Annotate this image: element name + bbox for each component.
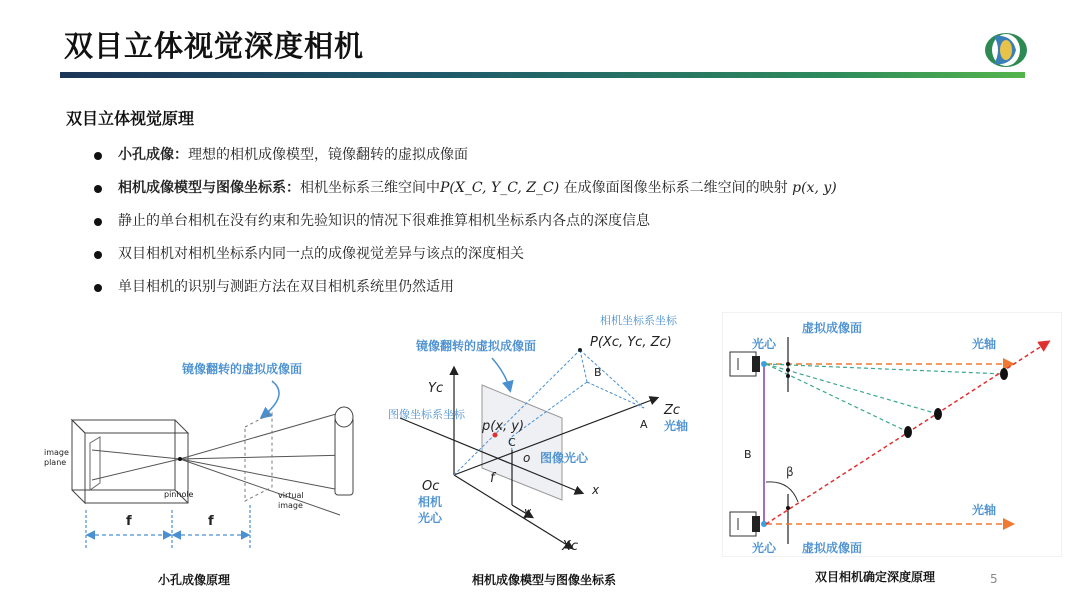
- bullet-dot-icon: [94, 251, 102, 259]
- virtual-image-label: virtual: [278, 491, 304, 500]
- bullet-bold: 小孔成像：: [118, 147, 188, 163]
- camera-model-figure: [382, 310, 712, 565]
- bullet-text: 理想的相机成像模型，镜像翻转的虚拟成像面: [188, 147, 468, 163]
- top-plane-label: 虚拟成像面: [802, 321, 863, 335]
- section-subtitle: 双目立体视觉原理: [66, 109, 195, 128]
- bottom-camera: [730, 512, 760, 536]
- bullet-item: [94, 210, 837, 243]
- point-C-label: C: [508, 436, 516, 449]
- bullet-text: 双目相机对相机坐标系内同一点的成像视觉差异与该点的深度相关: [118, 246, 524, 262]
- bullet-bold: 相机成像模型与图像坐标系：: [118, 180, 300, 196]
- pinhole-figure: [40, 355, 380, 555]
- bullet-dot-icon: [94, 152, 102, 160]
- virtual-plane-label: 镜像翻转的虚拟成像面: [416, 339, 537, 353]
- image-plane-label: image: [44, 448, 69, 457]
- axis-y-label: y: [524, 505, 532, 519]
- camera-center-label: 光心: [418, 511, 443, 525]
- camera-coord-label: 相机坐标系坐标: [600, 314, 677, 327]
- bullet-item: [94, 276, 837, 309]
- top-camera: [730, 352, 760, 376]
- bottom-plane-label: 虚拟成像面: [802, 541, 863, 555]
- figure2-caption: 相机成像模型与图像坐标系: [472, 573, 617, 587]
- bullet-dot-icon: [94, 185, 102, 193]
- title-rule: [60, 72, 1025, 78]
- optical-axis-label: 光轴: [664, 419, 689, 433]
- f-left-label: f: [126, 514, 132, 529]
- page-number: 5: [990, 572, 998, 586]
- virtual-image-label: image: [278, 501, 303, 510]
- point-A-label: A: [640, 418, 648, 431]
- axis-x-label: x: [592, 483, 600, 497]
- pinhole-label: pinhole: [164, 490, 194, 499]
- bullet-text: 相机坐标系三维空间中: [300, 180, 440, 196]
- angle-beta-label: β: [786, 465, 794, 479]
- bottom-center-label: 光心: [752, 541, 777, 555]
- bullet-math: p(x, y): [792, 180, 837, 196]
- point-B-label: B: [594, 366, 602, 379]
- image-center-label: 图像光心: [540, 451, 589, 465]
- bullet-item: [94, 177, 837, 210]
- top-center-label: 光心: [752, 337, 777, 351]
- bullet-list: [94, 144, 837, 309]
- camera-center-label: 相机: [418, 495, 443, 509]
- bullet-text: 在成像面图像坐标系二维空间的映射: [559, 180, 793, 196]
- bullet-item: [94, 243, 837, 276]
- baseline-B-label: B: [744, 448, 752, 461]
- bullet-dot-icon: [94, 218, 102, 226]
- focal-f-label: f: [490, 471, 495, 486]
- origin-Oc-label: Oc: [422, 479, 440, 494]
- stereo-figure: [722, 312, 1062, 557]
- bullet-text: 单目相机的识别与测距方法在双目相机系统里仍然适用: [118, 279, 454, 295]
- virtual-plane-annotation: 镜像翻转的虚拟成像面: [182, 362, 303, 376]
- top-axis-label: 光轴: [972, 337, 997, 351]
- point-P-label: P(Xc, Yc, Zc): [590, 335, 672, 350]
- page-title: 双目立体视觉深度相机: [64, 29, 365, 63]
- bullet-dot-icon: [94, 284, 102, 292]
- bullet-item: [94, 144, 837, 177]
- image-plane-label: plane: [44, 458, 67, 467]
- axis-Xc-label: Xc: [562, 539, 579, 554]
- figure3-caption: 双目相机确定深度原理: [815, 570, 936, 584]
- bullet-text: 静止的单台相机在没有约束和先验知识的情况下很难推算相机坐标系内各点的深度信息: [118, 213, 650, 229]
- f-right-label: f: [208, 514, 214, 529]
- image-coord-label: 图像坐标系坐标: [388, 408, 465, 421]
- axis-Zc-label: Zc: [664, 403, 681, 418]
- axis-Yc-label: Yc: [428, 381, 444, 396]
- point-p-label: p(x, y): [482, 419, 525, 434]
- origin-o-label: o: [523, 451, 531, 465]
- figure1-caption: 小孔成像原理: [158, 573, 231, 587]
- bullet-math: P(X_C, Y_C, Z_C): [440, 180, 560, 196]
- bottom-axis-label: 光轴: [972, 503, 997, 517]
- logo-icon: [982, 30, 1030, 70]
